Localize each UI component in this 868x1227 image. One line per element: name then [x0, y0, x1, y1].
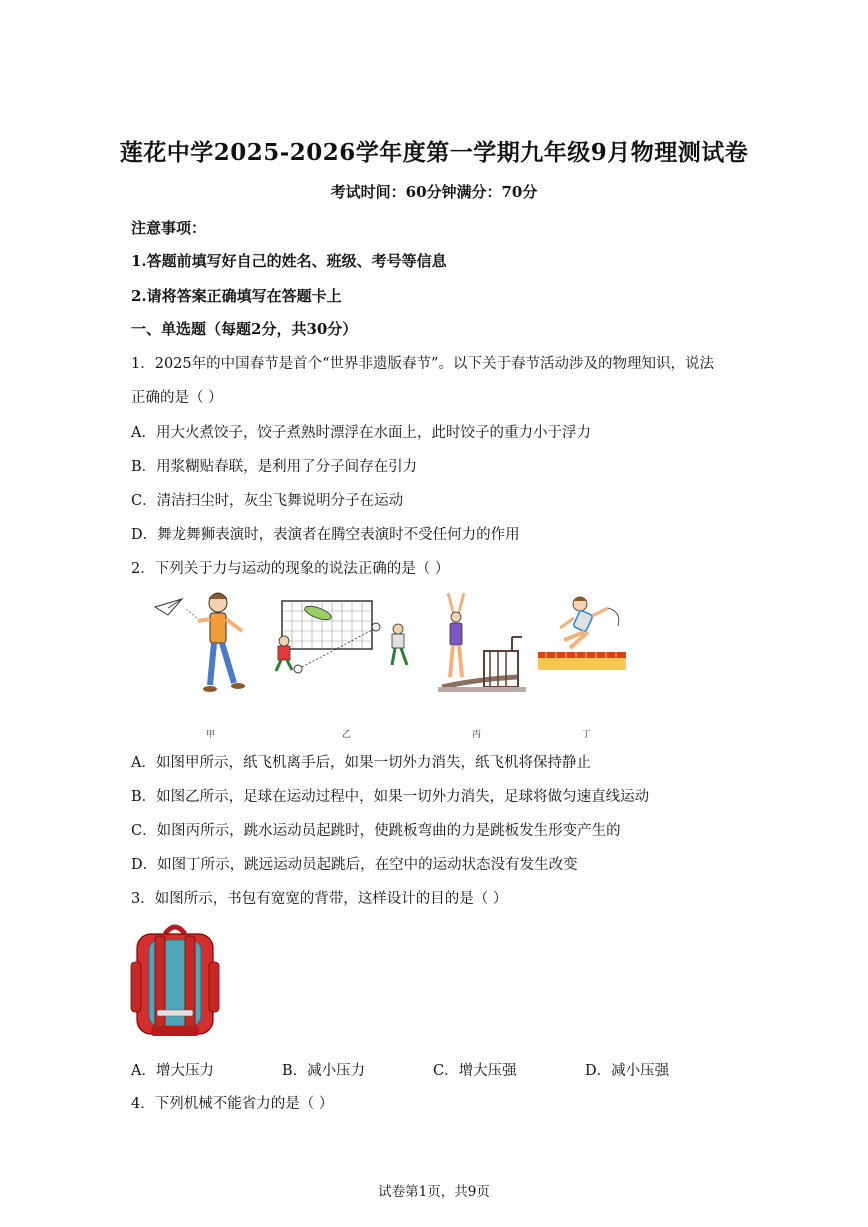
- caption-yi: 乙: [342, 730, 352, 740]
- figure-paper-plane: [150, 585, 260, 700]
- caption-ding: 丁: [582, 730, 592, 740]
- q1-option-a: A．用大火煮饺子，饺子煮熟时漂浮在水面上，此时饺子的重力小于浮力: [131, 425, 591, 441]
- exam-info: 考试时间：60分钟满分：70分: [330, 183, 538, 201]
- figure-long-jump: [536, 590, 628, 675]
- section-heading: 一、单选题（每题2分，共30分）: [131, 320, 358, 338]
- q2-option-c: C．如图丙所示，跳水运动员起跳时，使跳板弯曲的力是跳板发生形变产生的: [131, 823, 621, 839]
- q3-stem: 3．如图所示，书包有宽宽的背带，这样设计的目的是（ ）: [131, 891, 508, 907]
- caption-jia: 甲: [206, 730, 216, 740]
- q1-stem-line2: 正确的是（ ）: [131, 390, 223, 406]
- q2-stem: 2．下列关于力与运动的现象的说法正确的是（ ）: [131, 561, 450, 577]
- q3-option-d: D．减小压强: [585, 1063, 670, 1079]
- q3-option-c: C．增大压强: [433, 1063, 517, 1079]
- caption-bing: 丙: [472, 730, 482, 740]
- q2-option-b: B．如图乙所示，足球在运动过程中，如果一切外力消失，足球将做匀速直线运动: [131, 789, 650, 805]
- q1-stem-line1: 1．2025年的中国春节是首个“世界非遗版春节”。以下关于春节活动涉及的物理知识，说法: [131, 356, 714, 372]
- figure-diving: [438, 587, 528, 697]
- notes-heading: 注意事项：: [131, 219, 207, 237]
- q2-option-d: D．如图丁所示，跳远运动员起跳后，在空中的运动状态没有发生改变: [131, 857, 578, 873]
- q3-option-b: B．减小压力: [282, 1063, 366, 1079]
- q1-option-d: D．舞龙舞狮表演时，表演者在腾空表演时不受任何力的作用: [131, 527, 520, 543]
- q2-option-a: A．如图甲所示，纸飞机离手后，如果一切外力消失，纸飞机将保持静止: [131, 755, 591, 771]
- q1-option-c: C．清洁扫尘时，灰尘飞舞说明分子在运动: [131, 493, 404, 509]
- page-title: 莲花中学2025-2026学年度第一学期九年级9月物理测试卷: [119, 139, 749, 166]
- q1-option-b: B．用浆糊贴春联，是利用了分子间存在引力: [131, 459, 418, 475]
- note-item-2: 2.请将答案正确填写在答题卡上: [131, 287, 342, 305]
- figure-backpack: [129, 922, 221, 1040]
- note-item-1: 1.答题前填写好自己的姓名、班级、考号等信息: [131, 252, 447, 270]
- q4-stem: 4．下列机械不能省力的是（ ）: [131, 1096, 334, 1112]
- page-footer: 试卷第1页，共9页: [378, 1184, 490, 1200]
- figure-football: [262, 595, 422, 675]
- q3-option-a: A．增大压力: [131, 1063, 214, 1079]
